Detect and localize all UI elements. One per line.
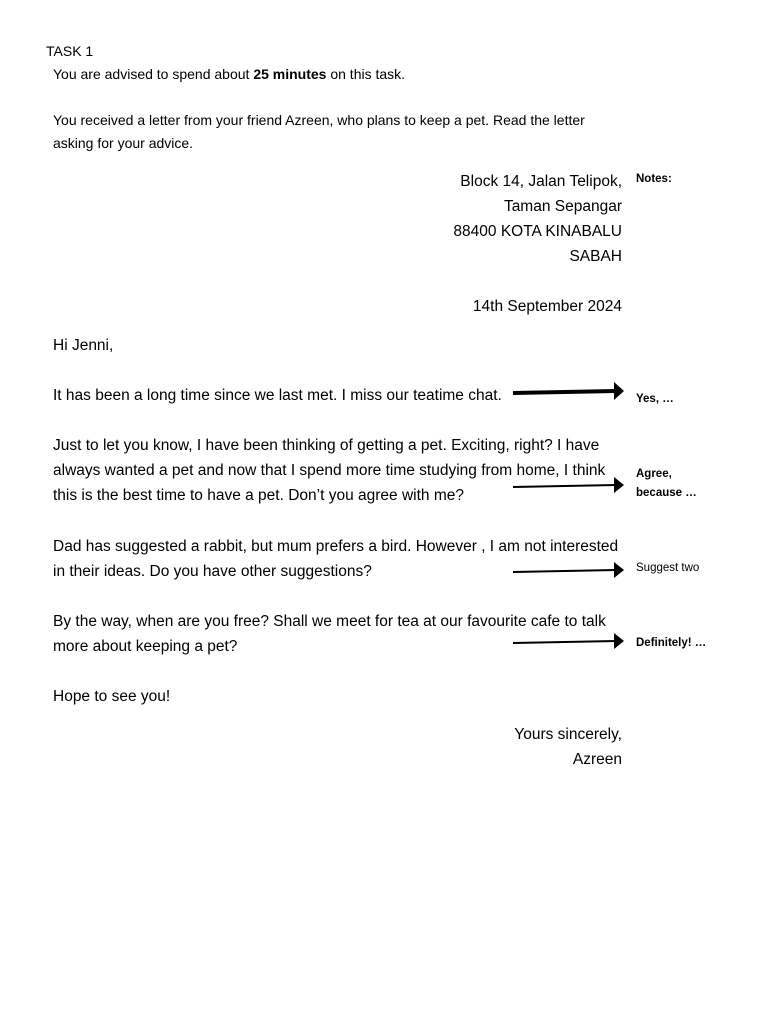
signature: Azreen xyxy=(572,751,622,768)
address-line-2: Taman Sepangar xyxy=(503,198,622,215)
para3-line-1: Dad has suggested a rabbit, but mum prefers a bird. However , I am not interested xyxy=(53,538,619,555)
task-title: TASK 1 xyxy=(46,43,94,59)
closing-line: Hope to see you! xyxy=(53,688,171,705)
notes-heading: Notes: xyxy=(636,173,672,185)
note-1: Yes, … xyxy=(636,393,674,405)
sign-off: Yours sincerely, xyxy=(514,726,622,743)
letter-greeting: Hi Jenni, xyxy=(53,337,114,354)
para3-line-2: in their ideas. Do you have other suggestions? xyxy=(53,563,372,580)
address-line-1: Block 14, Jalan Telipok, xyxy=(460,173,622,190)
arrow-right-icon xyxy=(510,631,630,655)
time-advice-post: on this task. xyxy=(326,66,406,82)
address-line-3: 88400 KOTA KINABALU xyxy=(453,223,622,240)
time-advice-pre: You are advised to spend about xyxy=(53,66,254,82)
para2-line-2: always wanted a pet and now that I spend more time studying from home, I think xyxy=(53,462,606,479)
arrow-right-icon xyxy=(510,380,630,404)
para4-line-1: By the way, when are you free? Shall we meet for tea at our favourite cafe to talk xyxy=(53,613,606,630)
note-2-line-2: because … xyxy=(636,487,697,499)
para1-line-1: It has been a long time since we last met. I miss our teatime chat. xyxy=(53,387,502,404)
note-4: Definitely! … xyxy=(636,637,707,649)
arrow-right-icon xyxy=(510,474,630,498)
arrow-right-icon xyxy=(510,559,630,583)
para2-line-3: this is the best time to have a pet. Don’t you agree with me? xyxy=(53,487,464,504)
para2-line-1: Just to let you know, I have been thinking of getting a pet. Exciting, right? I have xyxy=(53,437,600,454)
address-line-4: SABAH xyxy=(569,248,622,265)
note-2-line-1: Agree, xyxy=(636,468,672,480)
time-advice xyxy=(53,63,405,86)
intro-line-1: You received a letter from your friend Azreen, who plans to keep a pet. Read the letter xyxy=(53,112,585,128)
para4-line-2: more about keeping a pet? xyxy=(53,638,238,655)
letter-date: 14th September 2024 xyxy=(472,298,622,315)
intro-line-2: asking for your advice. xyxy=(53,135,194,151)
note-3: Suggest two xyxy=(636,562,700,574)
time-advice-bold: 25 minutes xyxy=(253,66,327,82)
